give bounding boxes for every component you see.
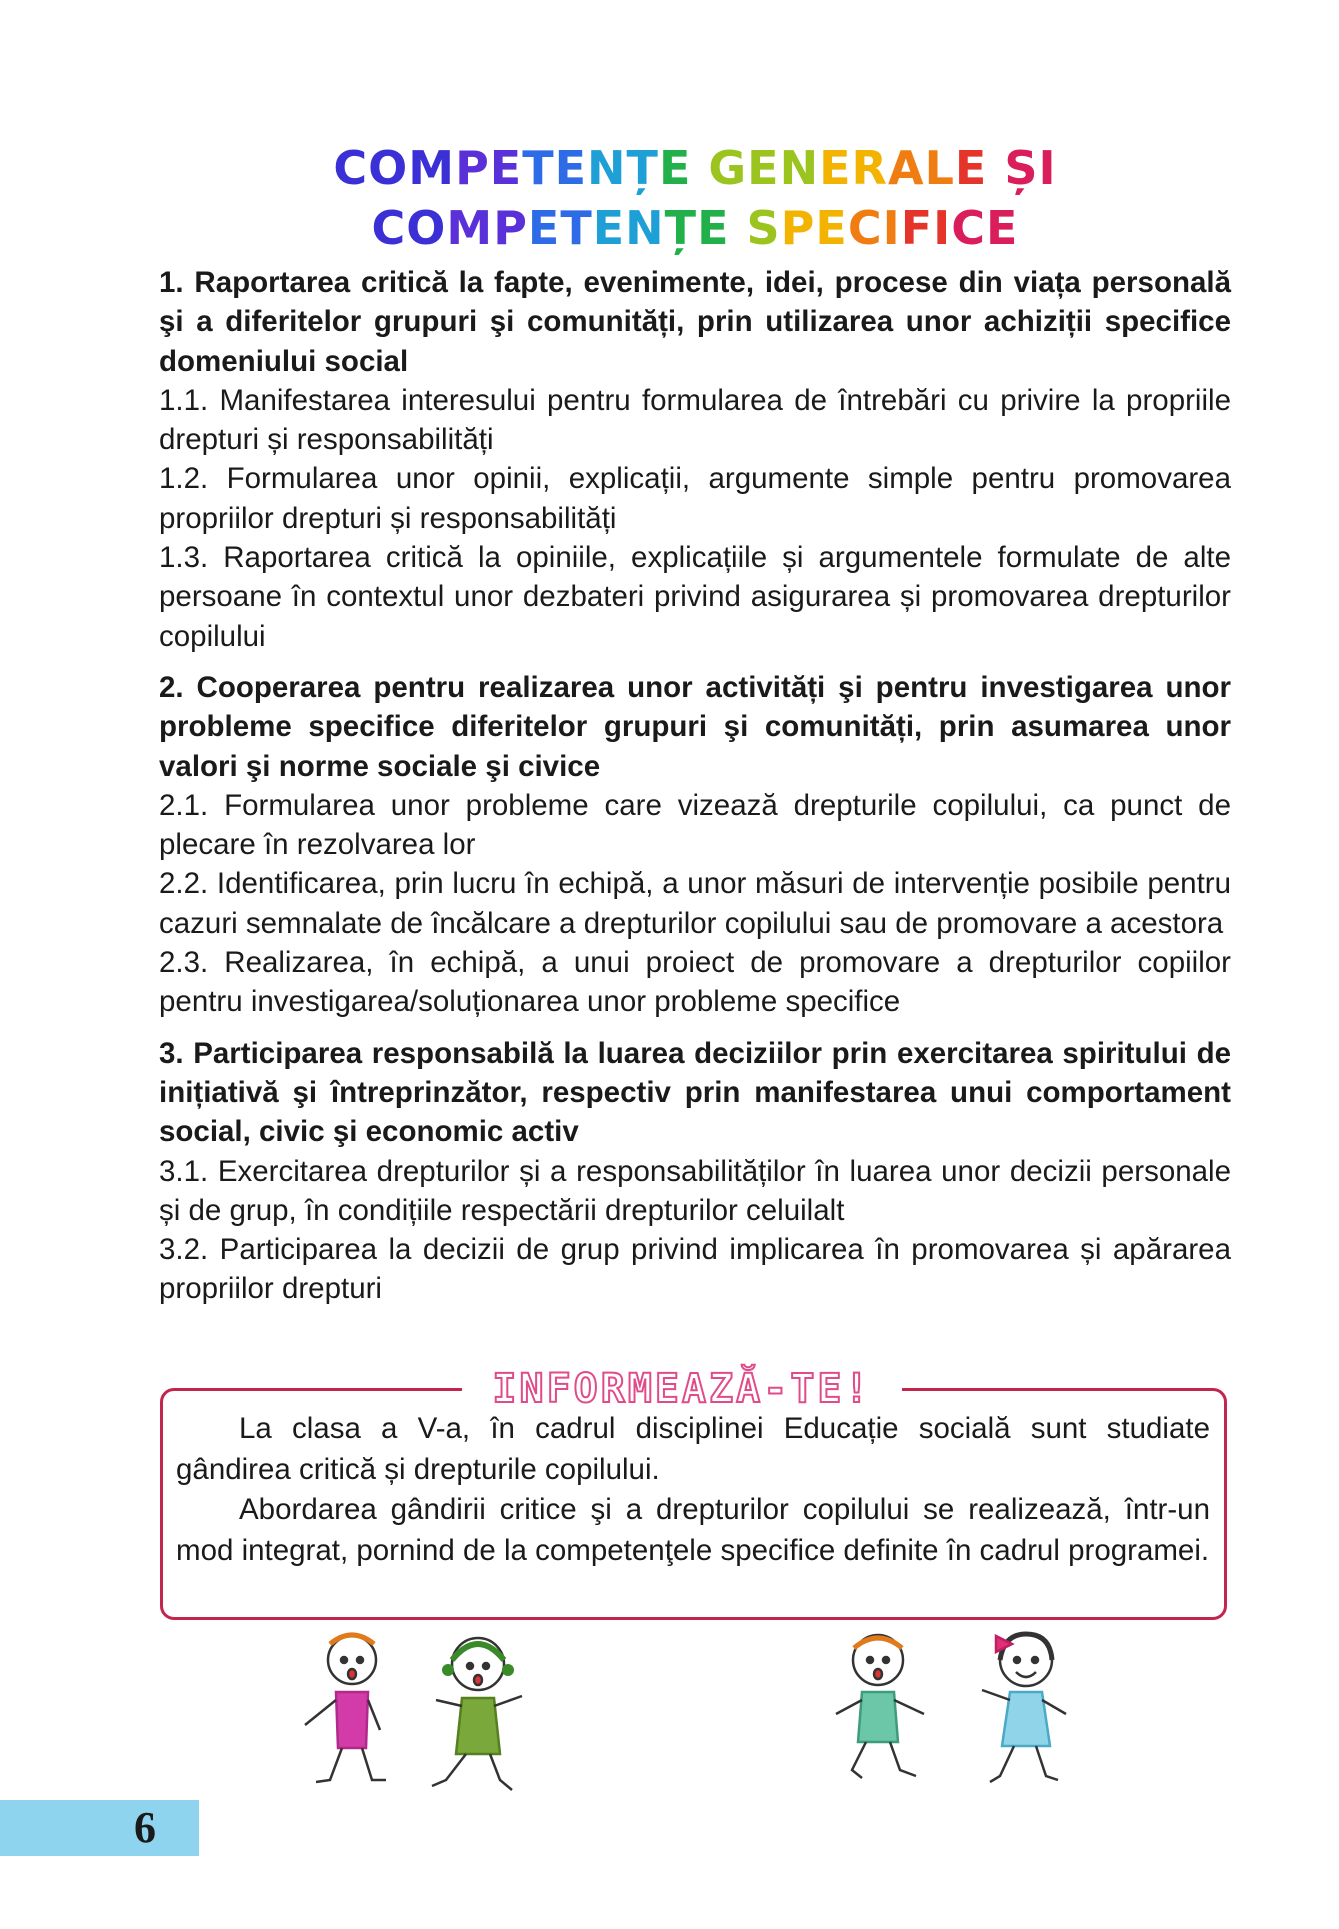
child-figure-teal-icon	[836, 1635, 924, 1778]
competence-item: 2.1. Formularea unor probleme care vizează drepturile copilului, ca punct de plecare în rezolvarea lor	[159, 788, 1231, 862]
section-heading: 1. Raportarea critică la fapte, evenimente, idei, procese din viața personală şi a diferitelor grupuri şi comunități, prin utilizarea unor achiziții specifice domeniului social	[159, 266, 1231, 378]
info-paragraph: Abordarea gândirii critice şi a drepturilor copilului se realizează, într-un mod integrat, pornind de la competenţele specifice definite în cadrul programei.	[176, 1493, 1210, 1567]
competence-item: 1.1. Manifestarea interesului pentru formularea de întrebări cu privire la propriile drepturi și responsabilități	[159, 383, 1231, 457]
competence-item: 2.2. Identificarea, prin lucru în echipă, a unor măsuri de intervenție posibile pentru cazuri semnalate de încălcare a drepturilor copilului sau de promovare a acestora	[159, 867, 1231, 940]
section-1	[159, 263, 1231, 656]
title-line-2: COMPETENȚE SPECIFICE	[371, 201, 1019, 255]
child-figure-green-icon	[432, 1638, 522, 1790]
competence-item: 1.2. Formularea unor opinii, explicații, argumente simple pentru promovarea propriilor drepturi și responsabilități	[159, 462, 1231, 535]
info-paragraph: La clasa a V-a, în cadrul disciplinei Educație socială sunt studiate gândirea critică și drepturile copilului.	[176, 1412, 1210, 1486]
competence-item: 2.3. Realizarea, în echipă, a unui proiect de promovare a drepturilor copiilor pentru investigarea/soluționarea unor probleme specifice	[159, 946, 1231, 1019]
info-box-title: INFORMEAZĂ-TE!	[462, 1359, 902, 1419]
children-illustration	[0, 1630, 1339, 1800]
competences-list	[159, 263, 1231, 1309]
child-figure-pink-icon	[305, 1635, 386, 1782]
section-2	[159, 668, 1231, 1022]
section-3	[159, 1034, 1231, 1309]
child-figure-blue-icon	[982, 1634, 1066, 1782]
section-heading: 2. Cooperarea pentru realizarea unor activități şi pentru investigarea unor probleme specifice diferitelor grupuri şi comunități, prin asumarea unor valori şi norme sociale şi civice	[159, 670, 1231, 783]
title-line-1: COMPETENȚE GENERALE ȘI	[333, 141, 1057, 195]
page-title	[160, 138, 1230, 258]
page-number: 6	[134, 1803, 156, 1852]
competence-item: 1.3. Raportarea critică la opiniile, explicațiile și argumentele formulate de alte persoane în contextul unor dezbateri privind asigurarea și promovarea drepturilor copilului	[159, 541, 1231, 653]
competence-item: 3.1. Exercitarea drepturilor și a responsabilităților în luarea unor decizii personale și de grup, în condițiile respectării drepturilor celuilalt	[159, 1154, 1231, 1227]
info-box-text	[176, 1409, 1210, 1571]
section-heading: 3. Participarea responsabilă la luarea deciziilor prin exercitarea spiritului de inițiativă şi întreprinzător, respectiv prin manifestarea unui comportament social, civic şi economic activ	[159, 1036, 1231, 1149]
competence-item: 3.2. Participarea la decizii de grup privind implicarea în promovarea și apărarea propriilor drepturi	[159, 1233, 1231, 1306]
